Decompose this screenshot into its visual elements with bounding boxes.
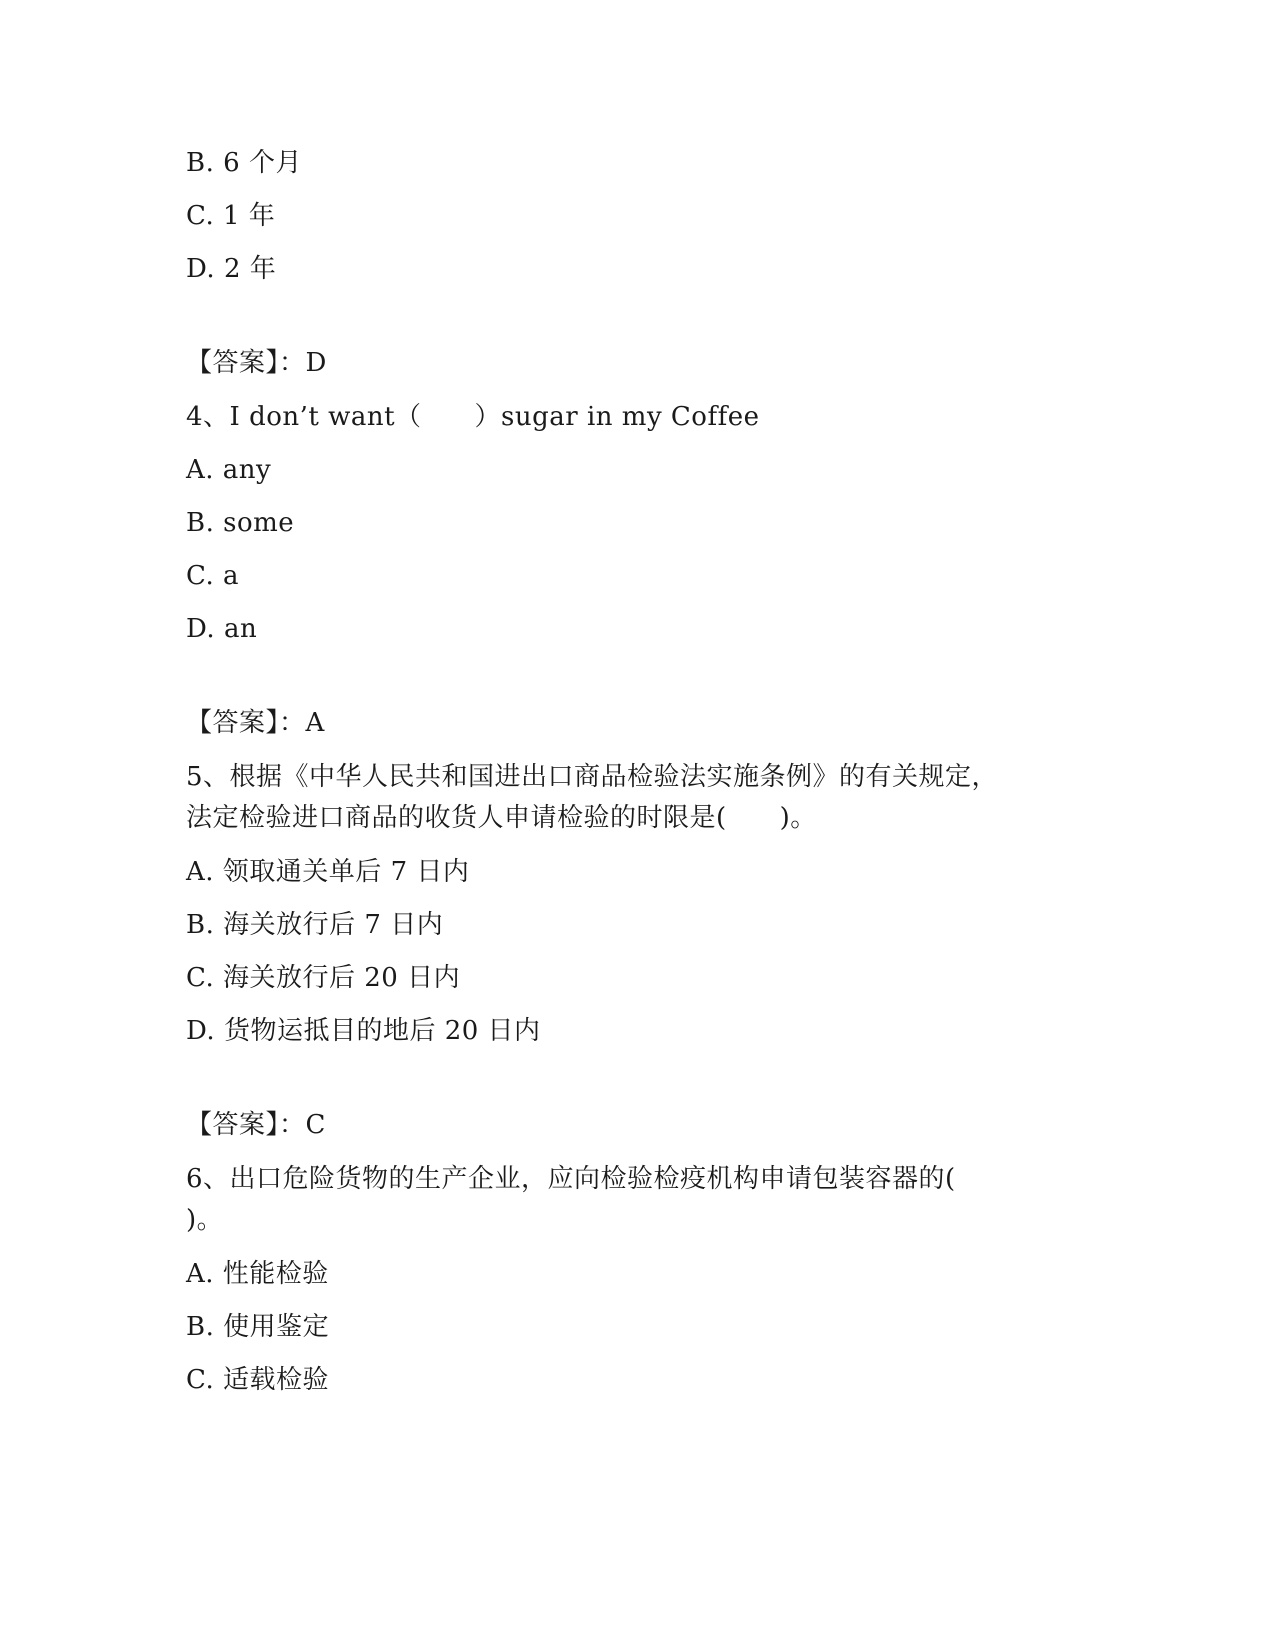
- q5-option-d: D. 货物运抵目的地后 20 日内: [186, 1016, 541, 1046]
- q5-option-c: C. 海关放行后 20 日内: [186, 963, 461, 993]
- q5-option-a: A. 领取通关单后 7 日内: [186, 857, 470, 887]
- q5-option-b: B. 海关放行后 7 日内: [186, 910, 444, 940]
- q4-option-a: A. any: [186, 455, 272, 485]
- q6-option-b: B. 使用鉴定: [186, 1312, 330, 1342]
- q4-option-d: D. an: [186, 614, 258, 644]
- q5-stem-line1: 5、根据《中华人民共和国进出口商品检验法实施条例》的有关规定，: [186, 762, 999, 792]
- q6-stem-line2: )。: [186, 1205, 224, 1235]
- q5-answer: 【答案】：C: [186, 1110, 326, 1140]
- q3-option-d: D. 2 年: [186, 254, 277, 284]
- q4-option-c: C. a: [186, 561, 239, 591]
- q4-answer: 【答案】：A: [186, 708, 325, 738]
- q3-option-b: B. 6 个月: [186, 148, 302, 178]
- q5-stem-line2: 法定检验进口商品的收货人申请检验的时限是( )。: [186, 803, 817, 833]
- q4-option-b: B. some: [186, 508, 295, 538]
- q6-option-c: C. 适载检验: [186, 1365, 329, 1395]
- q6-option-a: A. 性能检验: [186, 1259, 329, 1289]
- q6-stem-line1: 6、出口危险货物的生产企业，应向检验检疫机构申请包装容器的(: [186, 1164, 956, 1194]
- q4-stem: 4、I don’t want（ ）sugar in my Coffee: [186, 402, 760, 432]
- q3-answer: 【答案】：D: [186, 348, 327, 378]
- q3-option-c: C. 1 年: [186, 201, 276, 231]
